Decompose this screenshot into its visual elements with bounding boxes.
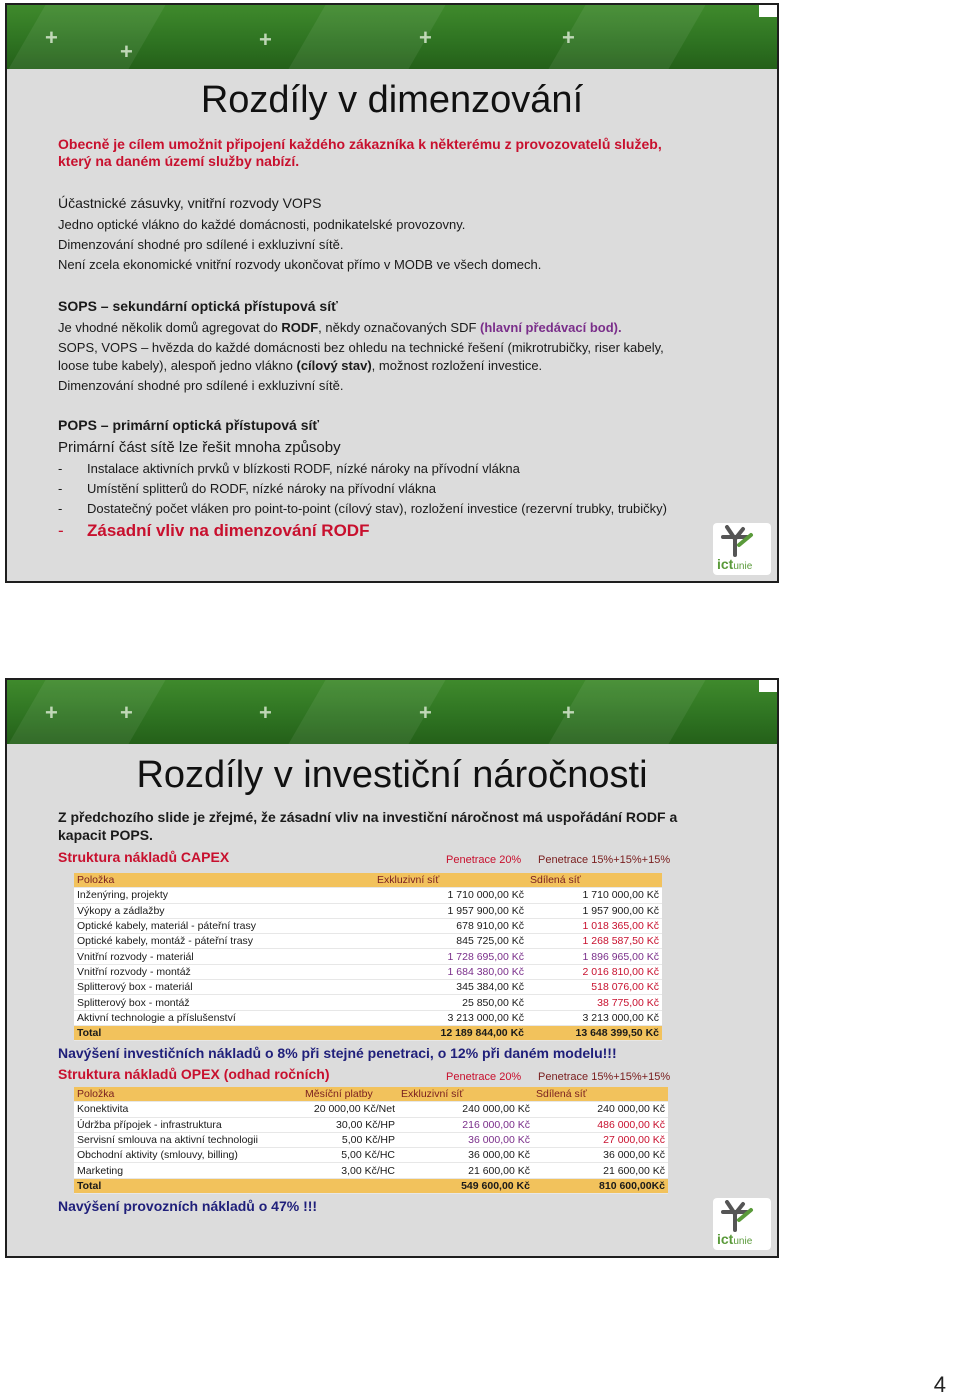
table-cell: 486 000,00 Kč: [533, 1117, 668, 1132]
table-header-row: [74, 1087, 668, 1102]
text-run: , někdy označovaných SDF: [318, 320, 481, 335]
table-cell: 21 600,00 Kč: [533, 1163, 668, 1178]
list-item-text: Zásadní vliv na dimenzování RODF: [87, 521, 370, 540]
table-cell: 36 000,00 Kč: [398, 1148, 533, 1163]
table-cell: 21 600,00 Kč: [398, 1163, 533, 1178]
opex-heading: Struktura nákladů OPEX (odhad ročních): [58, 1066, 330, 1082]
list-item: [58, 480, 436, 497]
table-row: [74, 1010, 662, 1025]
table-cell: 27 000,00 Kč: [533, 1132, 668, 1147]
ict-unie-logo: [713, 1198, 771, 1250]
plus-decoration-icon: +: [120, 39, 133, 64]
table-cell: 1 957 900,00 Kč: [374, 903, 527, 918]
table-row: [74, 995, 662, 1010]
text-run: , možnost rozložení investice.: [371, 358, 543, 373]
slide-title: Rozdíly v dimenzování: [200, 79, 584, 121]
table-cell: Vnitřní rozvody - materiál: [74, 949, 374, 964]
table-cell: 240 000,00 Kč: [533, 1102, 668, 1117]
table-cell: Položka: [74, 873, 374, 888]
table-cell: Marketing: [74, 1163, 302, 1178]
logo-text: [717, 1231, 752, 1247]
body-text: SOPS, VOPS – hvězda do každé domácnosti bez ohledu na technické řešení (mikrotrubičky, riser kabely,: [58, 340, 664, 355]
table-cell: Optické kabely, materiál - páteřní trasy: [74, 918, 374, 933]
table-cell: Sdílená síť: [533, 1087, 668, 1102]
table-cell: 518 076,00 Kč: [527, 980, 662, 995]
table-cell: 1 896 965,00 Kč: [527, 949, 662, 964]
dash: -: [58, 501, 63, 516]
table-cell: 3,00 Kč/HC: [302, 1163, 398, 1178]
logo-text-sub: unie: [733, 561, 753, 572]
list-item: [58, 521, 370, 541]
page-number: 4: [933, 1372, 946, 1397]
plus-decoration-icon: +: [419, 25, 432, 50]
table-cell: 845 725,00 Kč: [374, 934, 527, 949]
table-row: [74, 1117, 668, 1132]
table-cell: 1 684 380,00 Kč: [374, 964, 527, 979]
table-cell: 678 910,00 Kč: [374, 918, 527, 933]
table-cell: 36 000,00 Kč: [533, 1148, 668, 1163]
plus-decoration-icon: +: [120, 700, 133, 725]
table-cell: Výkopy a zádlažby: [74, 903, 374, 918]
text-run: loose tube kabely), alespoň jedno vlákno: [58, 358, 297, 373]
text-run: (hlavní předávací bod).: [480, 320, 622, 335]
text-run: (cílový stav): [296, 358, 372, 373]
table-cell: Konektivita: [74, 1102, 302, 1117]
table-cell: 30,00 Kč/HP: [302, 1117, 398, 1132]
table-cell: 1 957 900,00 Kč: [527, 903, 662, 918]
table-cell: Total: [74, 1025, 374, 1040]
plus-decoration-icon: +: [562, 700, 575, 725]
plus-decoration-icon: +: [45, 25, 58, 50]
table-cell: Údržba přípojek - infrastruktura: [74, 1117, 302, 1132]
penetration-label: Penetrace 15%+15%+15%: [538, 854, 671, 866]
slide-title: Rozdíly v investiční náročnosti: [136, 754, 648, 796]
plus-decoration-icon: +: [259, 27, 272, 52]
list-item-text: Dostatečný počet vláken pro point-to-point (cílový stav), rozložení investice (rezervní trubky, trubičky): [87, 501, 667, 516]
body-text: Dimenzování shodné pro sdílené i exkluzivní sítě.: [58, 237, 344, 252]
table-cell: 12 189 844,00 Kč: [374, 1025, 527, 1040]
list-item-text: Umístění splitterů do RODF, nízké nároky na přívodní vlákna: [87, 481, 436, 496]
table-cell: 2 016 810,00 Kč: [527, 964, 662, 979]
ict-unie-logo: [713, 523, 771, 575]
list-item: [58, 500, 667, 517]
table-cell: 5,00 Kč/HC: [302, 1148, 398, 1163]
body-text: [58, 319, 622, 336]
table-cell: 1 018 365,00 Kč: [527, 918, 662, 933]
intro-text: Z předchozího slide je zřejmé, že zásadní vliv na investiční náročnost má uspořádání RODF a: [58, 809, 678, 825]
capex-table: [74, 873, 662, 1041]
table-cell: 1 728 695,00 Kč: [374, 949, 527, 964]
slide-dimenzovani: [5, 3, 779, 583]
section-heading: Účastnické zásuvky, vnitřní rozvody VOPS: [58, 195, 322, 211]
table-cell: Položka: [74, 1087, 302, 1102]
table-row: [74, 888, 662, 903]
table-cell: 3 213 000,00 Kč: [527, 1010, 662, 1025]
table-cell: Exkluzivní síť: [398, 1087, 533, 1102]
table-cell: Inženýring, projekty: [74, 888, 374, 903]
logo-text-sub: unie: [733, 1236, 753, 1247]
table-cell: 216 000,00 Kč: [398, 1117, 533, 1132]
table-total-row: [74, 1025, 662, 1040]
capex-heading: Struktura nákladů CAPEX: [58, 849, 230, 865]
table-cell: Obchodní aktivity (smlouvy, billing): [74, 1148, 302, 1163]
table-row: [74, 1102, 668, 1117]
table-row: [74, 918, 662, 933]
body-text: Primární část sítě lze řešit mnoha způsoby: [58, 439, 341, 456]
table-cell: 1 710 000,00 Kč: [527, 888, 662, 903]
table-row: [74, 964, 662, 979]
table-row: [74, 1163, 668, 1178]
table-cell: 549 600,00 Kč: [398, 1178, 533, 1193]
opex-conclusion: Navýšení provozních nákladů o 47% !!!: [58, 1198, 318, 1214]
table-total-row: [74, 1178, 668, 1193]
penetration-label: Penetrace 15%+15%+15%: [538, 1071, 671, 1083]
table-cell: Měsíční platby: [302, 1087, 398, 1102]
text-run: RODF: [281, 320, 319, 335]
table-cell: 1 268 587,50 Kč: [527, 934, 662, 949]
body-text: Dimenzování shodné pro sdílené i exkluzivní sítě.: [58, 378, 344, 393]
intro-text: který na daném území služby nabízí.: [58, 153, 300, 169]
table-cell: [302, 1178, 398, 1193]
table-cell: 345 384,00 Kč: [374, 980, 527, 995]
penetration-label: Penetrace 20%: [446, 1071, 522, 1083]
section-heading: POPS – primární optická přístupová síť: [58, 417, 320, 433]
table-cell: 25 850,00 Kč: [374, 995, 527, 1010]
table-row: [74, 949, 662, 964]
list-item-text: Instalace aktivních prvků v blízkosti RODF, nízké nároky na přívodní vlákna: [87, 461, 520, 476]
dash: -: [58, 521, 64, 540]
list-item: [58, 460, 520, 477]
table-cell: Optické kabely, montáž - páteřní trasy: [74, 934, 374, 949]
table-row: [74, 1148, 668, 1163]
table-cell: Servisní smlouva na aktivní technologii: [74, 1132, 302, 1147]
slide-investicni-narocnost: [5, 678, 779, 1258]
plus-decoration-icon: +: [259, 700, 272, 725]
table-row: [74, 980, 662, 995]
table-cell: Aktivní technologie a příslušenství: [74, 1010, 374, 1025]
table-cell: 20 000,00 Kč/Net: [302, 1102, 398, 1117]
table-cell: 240 000,00 Kč: [398, 1102, 533, 1117]
table-cell: 36 000,00 Kč: [398, 1132, 533, 1147]
slide-banner: [7, 680, 777, 744]
capex-conclusion: Navýšení investičních nákladů o 8% při stejné penetraci, o 12% při daném modelu!!!: [58, 1045, 617, 1061]
table-row: [74, 903, 662, 918]
logo-text-main: ict: [717, 556, 734, 572]
dash: -: [58, 461, 63, 476]
table-cell: 38 775,00 Kč: [527, 995, 662, 1010]
table-cell: Sdílená síť: [527, 873, 662, 888]
logo-text: [717, 556, 752, 572]
table-cell: Exkluzivní síť: [374, 873, 527, 888]
penetration-label: Penetrace 20%: [446, 854, 522, 866]
section-heading: SOPS – sekundární optická přístupová síť: [58, 298, 338, 314]
intro-text: Obecně je cílem umožnit připojení každého zákazníka k některému z provozovatelů služeb,: [58, 136, 662, 152]
table-cell: Splitterový box - materiál: [74, 980, 374, 995]
table-row: [74, 1132, 668, 1147]
dash: -: [58, 481, 63, 496]
text-run: Je vhodné několik domů agregovat do: [58, 320, 282, 335]
body-text: Není zcela ekonomické vnitřní rozvody ukončovat přímo v MODB ve všech domech.: [58, 257, 542, 272]
table-cell: 810 600,00Kč: [533, 1178, 668, 1193]
body-text: [58, 357, 542, 374]
plus-decoration-icon: +: [45, 700, 58, 725]
plus-decoration-icon: +: [419, 700, 432, 725]
opex-table: [74, 1087, 668, 1194]
plus-decoration-icon: +: [562, 25, 575, 50]
table-row: [74, 934, 662, 949]
table-cell: Total: [74, 1178, 302, 1193]
table-header-row: [74, 873, 662, 888]
body-text: Jedno optické vlákno do každé domácnosti, podnikatelské provozovny.: [58, 217, 466, 232]
table-cell: 13 648 399,50 Kč: [527, 1025, 662, 1040]
table-cell: 3 213 000,00 Kč: [374, 1010, 527, 1025]
table-cell: Splitterový box - montáž: [74, 995, 374, 1010]
table-cell: 5,00 Kč/HP: [302, 1132, 398, 1147]
logo-text-main: ict: [717, 1231, 734, 1247]
table-cell: 1 710 000,00 Kč: [374, 888, 527, 903]
table-cell: Vnitřní rozvody - montáž: [74, 964, 374, 979]
slide-banner: [7, 5, 777, 69]
intro-text: kapacit POPS.: [58, 827, 153, 843]
